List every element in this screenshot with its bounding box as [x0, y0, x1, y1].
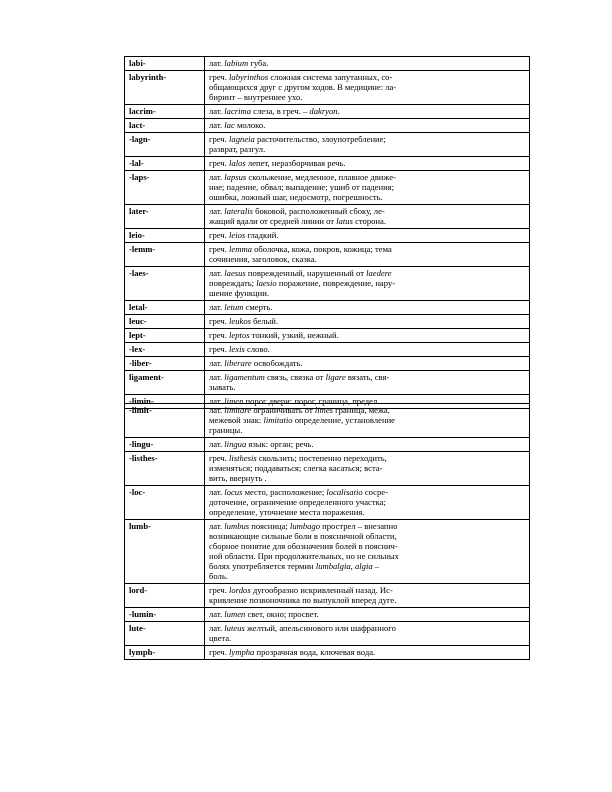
term-cell: -laes-: [125, 267, 205, 301]
term-cell: ligament-: [125, 371, 205, 395]
definition-cell: лат. lac молоко.: [205, 119, 530, 133]
glossary-row: [125, 315, 530, 329]
term-cell: leio-: [125, 229, 205, 243]
definition-cell: лат. lumen свет, окно; просвет.: [205, 608, 530, 622]
glossary-row: [125, 243, 530, 267]
term-cell: leuc-: [125, 315, 205, 329]
definition-cell: лат. lacrima слеза, в греч. – dakryon.: [205, 105, 530, 119]
glossary-row: [125, 157, 530, 171]
term-cell: -lumin-: [125, 608, 205, 622]
term-cell: -lal-: [125, 157, 205, 171]
term-cell: -loc-: [125, 486, 205, 520]
term-cell: labyrinth-: [125, 71, 205, 105]
term-cell: -liber-: [125, 357, 205, 371]
term-cell: labi-: [125, 57, 205, 71]
term-cell: -lex-: [125, 343, 205, 357]
glossary-row: [125, 267, 530, 301]
glossary-row: [125, 343, 530, 357]
term-cell: lumb-: [125, 520, 205, 584]
glossary-row: [125, 229, 530, 243]
glossary-row: [125, 520, 530, 584]
definition-cell: греч. listhesis скользить; постепенно переходить, изменяться; поддаваться; слегка касаться; вста- вить, ввернуть .: [205, 452, 530, 486]
term-cell: lacrim-: [125, 105, 205, 119]
definition-cell: лат. locus место, расположение; localisatio сосре- доточение, ограничение определенного участка; определение, уточнение места поражения.: [205, 486, 530, 520]
definition-cell: греч. leios гладкий.: [205, 229, 530, 243]
term-cell: later-: [125, 205, 205, 229]
glossary-row: [125, 57, 530, 71]
glossary-row: [125, 622, 530, 646]
glossary-row: [125, 357, 530, 371]
glossary-row: [125, 105, 530, 119]
term-cell: -limit-: [125, 404, 205, 438]
glossary-row: [125, 133, 530, 157]
glossary-row: [125, 404, 530, 438]
term-cell: -limin-: [125, 395, 205, 409]
glossary-table-1: [124, 56, 530, 409]
glossary-row: [125, 205, 530, 229]
definition-cell: греч. leukos белый.: [205, 315, 530, 329]
definition-cell: лат. lumbus поясница; lumbago прострел – внезапно возникающие сильные боли в поясничной области, сборное понятие для обозначения болей в пояснич- ной области. При продолжительных, но не сильных болях употребляется термин lumbalgia, algia – боль.: [205, 520, 530, 584]
definition-cell: греч. lympha прозрачная вода, ключевая вода.: [205, 646, 530, 660]
term-cell: -lingu-: [125, 438, 205, 452]
term-cell: -laps-: [125, 171, 205, 205]
glossary-row: [125, 584, 530, 608]
definition-cell: лат. luteus желтый, апельсинового или шафранного цвета.: [205, 622, 530, 646]
term-cell: -lagn-: [125, 133, 205, 157]
glossary-row: [125, 301, 530, 315]
term-cell: lute-: [125, 622, 205, 646]
definition-cell: лат. liberare освобождать.: [205, 357, 530, 371]
definition-cell: лат. limitare ограничивать от limes граница, межа, межевой знак: limitatio определение, установление границы.: [205, 404, 530, 438]
glossary-row: [125, 438, 530, 452]
glossary-row: [125, 71, 530, 105]
glossary-row: [125, 452, 530, 486]
term-cell: lept-: [125, 329, 205, 343]
term-cell: lymph-: [125, 646, 205, 660]
term-cell: -listhes-: [125, 452, 205, 486]
definition-cell: греч. lagneia расточительство, злоупотребление; разврат, разгул.: [205, 133, 530, 157]
definition-cell: лат. letum смерть.: [205, 301, 530, 315]
term-cell: lord-: [125, 584, 205, 608]
glossary-row: [125, 646, 530, 660]
definition-cell: греч. lalos лепет, неразборчивая речь.: [205, 157, 530, 171]
definition-cell: греч. lexis слово.: [205, 343, 530, 357]
glossary-row: [125, 119, 530, 133]
definition-cell: лат. lateralis боковой, расположенный сбоку, ле- жащий вдали от средней линии от latus сторона.: [205, 205, 530, 229]
term-cell: letal-: [125, 301, 205, 315]
glossary-table-2: [124, 403, 530, 660]
definition-cell: лат. ligamentum связь, связка от ligare вязать, свя- зывать.: [205, 371, 530, 395]
glossary-row: [125, 371, 530, 395]
glossary-row: [125, 608, 530, 622]
definition-cell: лат. labium губа.: [205, 57, 530, 71]
definition-cell: лат. laesus поврежденный, нарушенный от laedere повреждать; laesio поражение, повреждение, нару- шение функции.: [205, 267, 530, 301]
definition-cell: лат. lingua язык: орган; речь.: [205, 438, 530, 452]
term-cell: lact-: [125, 119, 205, 133]
definition-cell: греч. lordos дугообразно искривленный назад. Ис- кривление позвоночника по выпуклой вперед дуге.: [205, 584, 530, 608]
definition-cell: греч. leptos тонкий, узкий, нежный.: [205, 329, 530, 343]
glossary-row: [125, 486, 530, 520]
definition-cell: лат. lapsus скольжение, медленное, плавное движе- ние; падение, обвал; выпадение; ушиб от падения; ошибка, ложный шаг, недосмотр, погрешность.: [205, 171, 530, 205]
glossary-row: [125, 171, 530, 205]
glossary-row: [125, 329, 530, 343]
definition-cell: лат. limen порог двери: порог, граница, предел.: [205, 395, 530, 409]
definition-cell: греч. labyrinthos сложная система запутанных, со- общающихся друг с другом ходов. В медицине: ла- биринт – внутреннее ухо.: [205, 71, 530, 105]
term-cell: -lemm-: [125, 243, 205, 267]
definition-cell: греч. lemma оболочка, кожа, покров, кожица; тема сочинения, заголовок, сказка.: [205, 243, 530, 267]
